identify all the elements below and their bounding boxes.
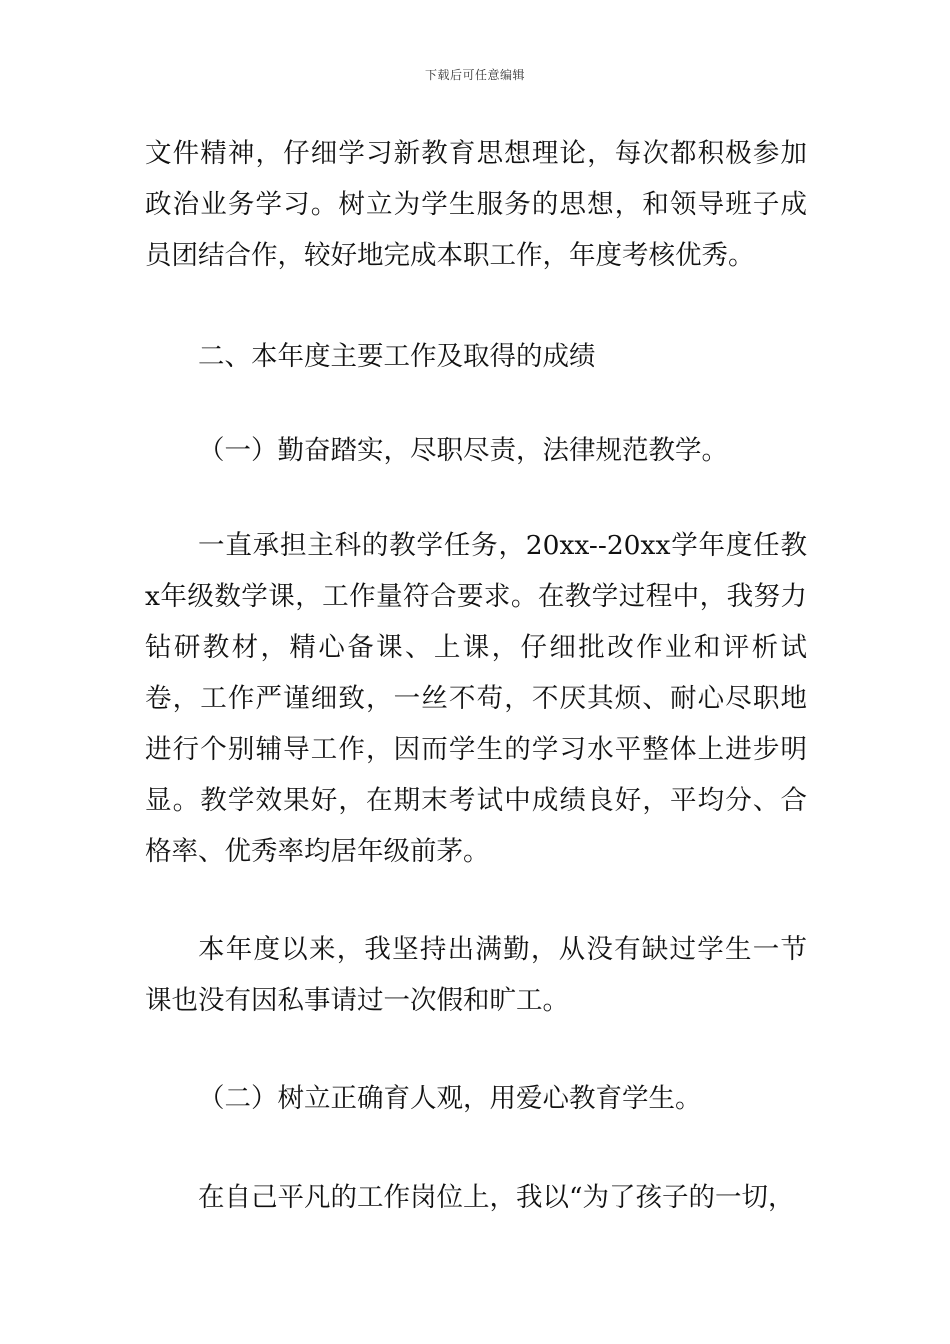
page-header: 下载后可任意编辑 [424,68,525,82]
paragraph-love-education: 在自己平凡的工作岗位上，我以“为了孩子的一切， [198,1182,795,1213]
paragraph-attendance: 本年度以来，我坚持出满勤，从没有缺过学生一节课也没有因私事请过一次假和旷工。 [145,934,807,1016]
subsection-heading-2: （二）树立正确育人观，用爱心教育学生。 [198,1083,702,1114]
paragraph-continuation: 文件精神，仔细学习新教育思想理论，每次都积极参加政治业务学习。树立为学生服务的思想，和领导班子成员团结合作，较好地完成本职工作，年度考核优秀。 [145,138,807,271]
paragraph-teaching: 一直承担主科的教学任务，20xx--20xx学年度任教x年级数学课，工作量符合要求。在教学过程中，我努力钻研教材，精心备课、上课，仔细批改作业和评析试卷，工作严谨细致，一丝不苟，不厌其烦、耐心尽职地进行个别辅导工作，因而学生的学习水平整体上进步明显。教学效果好，在期末考试中成绩良好，平均分、合格率、优秀率均居年级前茅。 [145,530,807,867]
document-body [145,128,807,1223]
section-heading: 二、本年度主要工作及取得的成绩 [198,341,596,372]
subsection-heading-1: （一）勤奋踏实，尽职尽责，法律规范教学。 [198,435,728,466]
